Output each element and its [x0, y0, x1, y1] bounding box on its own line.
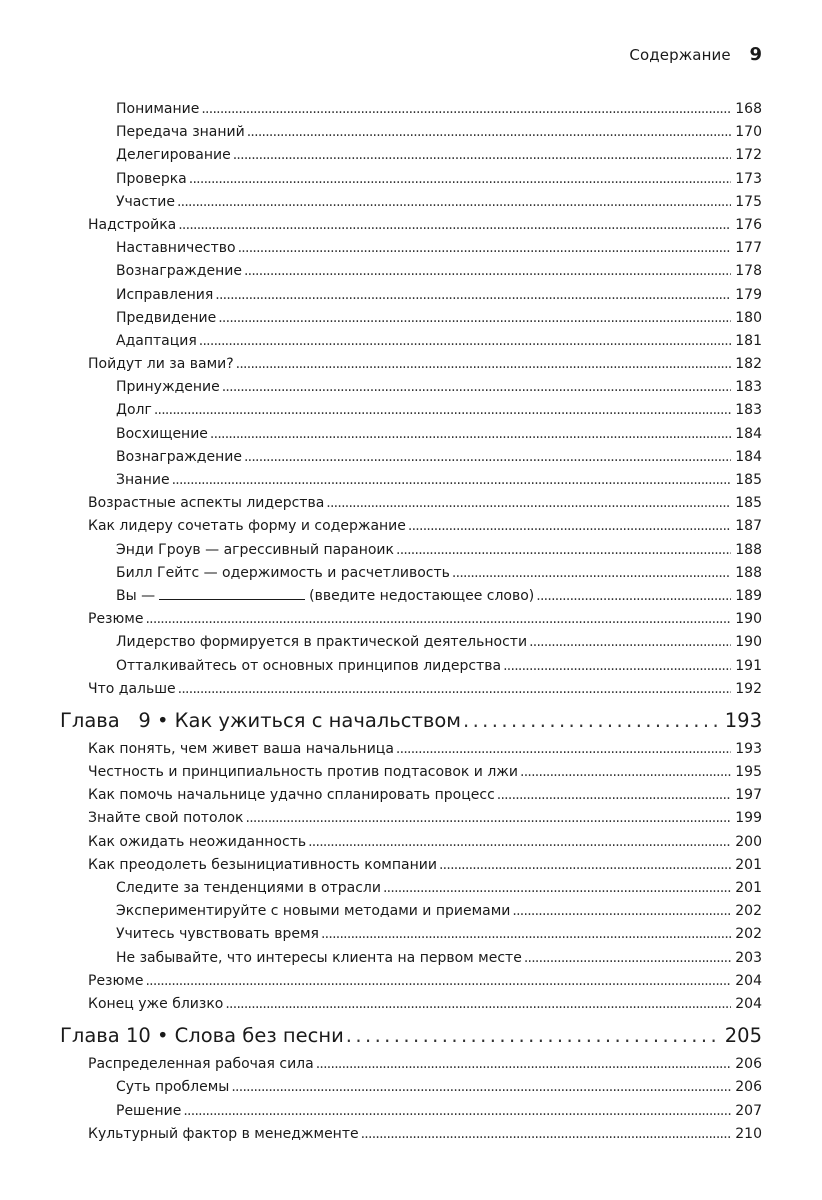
toc-entry-page: 191 [735, 657, 762, 674]
toc-entry[interactable] [60, 539, 762, 562]
toc-entry-title: Исправления [116, 286, 214, 303]
toc-entry[interactable] [60, 831, 762, 854]
toc-entry[interactable] [60, 237, 762, 260]
dot-leader [316, 1053, 732, 1076]
toc-chapter-9[interactable] [60, 707, 762, 735]
dot-leader [178, 678, 732, 701]
toc-entry-page: 188 [735, 564, 762, 581]
toc-entry-page: 179 [735, 286, 762, 303]
toc-entry-title: Распределенная рабочая сила [88, 1056, 314, 1073]
toc-entry-title: Возрастные аспекты лидерства [88, 495, 325, 512]
toc-entry-page: 193 [735, 740, 762, 757]
fill-in-blank [159, 585, 305, 600]
toc-entry-page: 177 [735, 240, 762, 257]
dot-leader [154, 399, 731, 422]
toc-entry-page: 200 [735, 833, 762, 850]
toc-entry[interactable] [60, 784, 762, 807]
toc-entry-title: Надстройка [88, 216, 177, 233]
dot-leader [361, 1123, 732, 1146]
toc-entry-page: 210 [735, 1125, 762, 1142]
toc-entry-title-prefix: Вы — [116, 587, 156, 604]
toc-entry-page: 175 [735, 193, 762, 210]
toc-entry-title: Пойдут ли за вами? [88, 356, 234, 373]
dot-leader [408, 515, 731, 538]
toc-entry-title: Знайте свой потолок [88, 810, 244, 827]
toc-entry-page: 187 [735, 518, 762, 535]
toc-chapter-10[interactable] [60, 1022, 762, 1050]
toc-chapter-page: 205 [724, 1024, 762, 1048]
toc-entry-title: Как ожидать неожиданность [88, 833, 307, 850]
toc-entry-title: Резюме [88, 972, 144, 989]
toc-entry-page: 204 [735, 995, 762, 1012]
dot-leader [236, 353, 732, 376]
toc-entry[interactable] [60, 877, 762, 900]
toc-entry-title: Отталкивайтесь от основных принципов лидерства [116, 657, 502, 674]
toc-entry-title: Энди Гроув — агрессивный параноик [116, 541, 394, 558]
dot-leader [210, 423, 731, 446]
dot-leader [145, 970, 731, 993]
toc-entry-title: Билл Гейтс — одержимость и расчетливость [116, 564, 450, 581]
toc-entry-page: 185 [735, 495, 762, 512]
toc-entry-title: Следите за тенденциями в отрасли [116, 880, 381, 896]
dot-leader [231, 1076, 731, 1099]
toc-entry-page: 178 [735, 263, 762, 280]
toc-entry-page: 192 [735, 680, 762, 697]
toc-entry-title: Предвидение [116, 309, 217, 326]
dot-leader [233, 144, 732, 167]
toc-entry-page: 185 [735, 472, 762, 488]
toc-entry-title: Понимание [116, 101, 200, 117]
toc-entry[interactable] [60, 376, 762, 399]
dot-leader [439, 854, 731, 877]
toc-entry-page: 173 [735, 170, 762, 187]
toc-entry-title: Знание [116, 472, 170, 488]
toc-entry-page: 207 [735, 1102, 762, 1119]
toc-entry-title: Вознаграждение [116, 448, 242, 465]
dot-leader [308, 831, 731, 854]
toc-entry-page: 199 [735, 810, 762, 827]
dot-leader [512, 900, 731, 923]
toc-entry[interactable] [60, 1053, 762, 1076]
toc-entry-page: 204 [735, 972, 762, 989]
dot-leader [201, 98, 731, 121]
dot-leader [326, 492, 731, 515]
dot-leader [172, 469, 732, 492]
toc-entry[interactable] [60, 98, 762, 121]
toc-entry-title: Честность и принципиальность против подтасовок и лжи [88, 764, 518, 781]
toc-entry-title: Долг [116, 402, 152, 419]
toc-entry[interactable] [60, 585, 762, 608]
toc-entry-page: 206 [735, 1079, 762, 1096]
dot-leader [463, 707, 721, 735]
toc-entry[interactable] [60, 678, 762, 701]
toc-entry-title: Суть проблемы [116, 1079, 230, 1096]
dot-leader [145, 608, 731, 631]
dot-leader [452, 562, 731, 585]
toc-entry[interactable] [60, 1076, 762, 1099]
toc-entry-title: Передача знаний [116, 124, 245, 141]
dot-leader [222, 376, 732, 399]
toc-entry-page: 184 [735, 448, 762, 465]
toc-entry-title: Что дальше [88, 680, 176, 697]
dot-leader [238, 237, 732, 260]
page-number: 9 [749, 44, 762, 65]
toc-entry-title: Проверка [116, 170, 187, 187]
toc-entry-page: 172 [735, 147, 762, 164]
toc-entry-title: Наставничество [116, 240, 236, 257]
toc-entry[interactable] [60, 144, 762, 167]
toc-entry-title: Принуждение [116, 379, 220, 396]
toc-entry-page: 170 [735, 124, 762, 141]
dot-leader [524, 947, 731, 970]
toc-entry-title: Конец уже близко [88, 995, 224, 1012]
dot-leader [503, 655, 731, 678]
toc-entry[interactable] [60, 738, 762, 761]
toc-entry-title: Решение [116, 1102, 182, 1119]
toc-entry-title: Как понять, чем живет ваша начальница [88, 740, 394, 757]
toc-entry-title: Участие [116, 193, 175, 210]
toc-entry[interactable] [60, 214, 762, 237]
toc-entry-page: 195 [735, 764, 762, 781]
running-header-title: Содержание [629, 46, 731, 64]
toc-entry-page: 184 [735, 425, 762, 442]
toc-entry-title: Делегирование [116, 147, 231, 164]
toc-entry-page: 188 [735, 541, 762, 558]
toc-entry-page: 203 [735, 949, 762, 966]
toc-entry-page: 189 [735, 587, 762, 604]
toc-entry[interactable] [60, 284, 762, 307]
toc-entry[interactable] [60, 655, 762, 678]
toc-entry[interactable] [60, 608, 762, 631]
toc-entry-page: 183 [735, 402, 762, 419]
toc-entry[interactable] [60, 330, 762, 353]
dot-leader [199, 330, 731, 353]
toc-entry-page: 180 [735, 309, 762, 326]
toc-entry-page: 181 [735, 332, 762, 349]
toc-entry-page: 197 [735, 787, 762, 804]
toc-entry-title: Лидерство формируется в практической деятельности [116, 634, 528, 651]
table-of-contents [60, 98, 762, 1146]
toc-chapter-title: Глава 9 • Как ужиться с начальством [60, 708, 461, 732]
toc-entry-page: 168 [735, 101, 762, 117]
toc-entry[interactable] [60, 260, 762, 283]
dot-leader [244, 260, 731, 283]
toc-entry-page: 206 [735, 1056, 762, 1073]
toc-entry-page: 202 [735, 926, 762, 943]
dot-leader [346, 1022, 721, 1050]
toc-entry[interactable] [60, 353, 762, 376]
toc-entry[interactable] [60, 469, 762, 492]
toc-entry-page: 176 [735, 216, 762, 233]
running-header [629, 44, 762, 65]
toc-entry[interactable] [60, 900, 762, 923]
dot-leader [247, 121, 732, 144]
toc-entry-page: 202 [735, 903, 762, 920]
toc-entry[interactable] [60, 191, 762, 214]
toc-entry-title-suffix: (введите недостающее слово) [309, 587, 535, 604]
toc-entry-title: Как помочь начальнице удачно спланировать процесс [88, 787, 495, 804]
toc-entry-page: 182 [735, 356, 762, 373]
toc-chapter-page: 193 [724, 708, 762, 732]
toc-entry-page: 201 [735, 880, 762, 896]
toc-entry[interactable] [60, 947, 762, 970]
toc-entry-title: Учитесь чувствовать время [116, 926, 319, 943]
toc-entry[interactable] [60, 562, 762, 585]
dot-leader [178, 214, 731, 237]
dot-leader [225, 993, 731, 1016]
toc-entry[interactable] [60, 854, 762, 877]
dot-leader [396, 738, 731, 761]
toc-entry[interactable] [60, 121, 762, 144]
dot-leader [497, 784, 732, 807]
toc-entry[interactable] [60, 970, 762, 993]
toc-entry-page: 183 [735, 379, 762, 396]
toc-entry[interactable] [60, 399, 762, 422]
dot-leader [215, 284, 731, 307]
dot-leader [189, 168, 732, 191]
dot-leader [520, 761, 731, 784]
dot-leader [536, 585, 731, 608]
toc-chapter-title: Глава 10 • Слова без песни [60, 1024, 344, 1048]
toc-entry[interactable] [60, 1123, 762, 1146]
toc-entry-title: Как лидеру сочетать форму и содержание [88, 518, 406, 535]
toc-entry[interactable] [60, 923, 762, 946]
toc-entry-title: Вознаграждение [116, 263, 242, 280]
toc-entry[interactable] [60, 492, 762, 515]
toc-entry-title: Не забывайте, что интересы клиента на первом месте [116, 949, 522, 966]
toc-entry-page: 190 [735, 634, 762, 651]
dot-leader [396, 539, 731, 562]
dot-leader [246, 807, 732, 830]
toc-entry-title: Как преодолеть безынициативность компании [88, 856, 437, 873]
toc-entry[interactable] [60, 807, 762, 830]
toc-entry[interactable] [60, 307, 762, 330]
toc-entry[interactable] [60, 993, 762, 1016]
toc-entry-page: 190 [735, 611, 762, 628]
toc-entry[interactable] [60, 1100, 762, 1123]
toc-entry[interactable] [60, 761, 762, 784]
toc-entry-page: 201 [735, 856, 762, 873]
dot-leader [321, 923, 731, 946]
toc-entry-title: Восхищение [116, 425, 208, 442]
toc-entry-title: Адаптация [116, 332, 197, 349]
dot-leader [218, 307, 731, 330]
toc-entry[interactable] [60, 423, 762, 446]
dot-leader [383, 877, 731, 900]
toc-entry[interactable] [60, 446, 762, 469]
dot-leader [244, 446, 731, 469]
toc-entry-title: Экспериментируйте с новыми методами и приемами [116, 903, 511, 920]
toc-entry[interactable] [60, 631, 762, 654]
toc-entry-title: Резюме [88, 611, 144, 628]
toc-entry[interactable] [60, 168, 762, 191]
dot-leader [177, 191, 731, 214]
dot-leader [529, 631, 731, 654]
dot-leader [183, 1100, 731, 1123]
toc-entry-title: Культурный фактор в менеджменте [88, 1125, 359, 1142]
toc-entry[interactable] [60, 515, 762, 538]
